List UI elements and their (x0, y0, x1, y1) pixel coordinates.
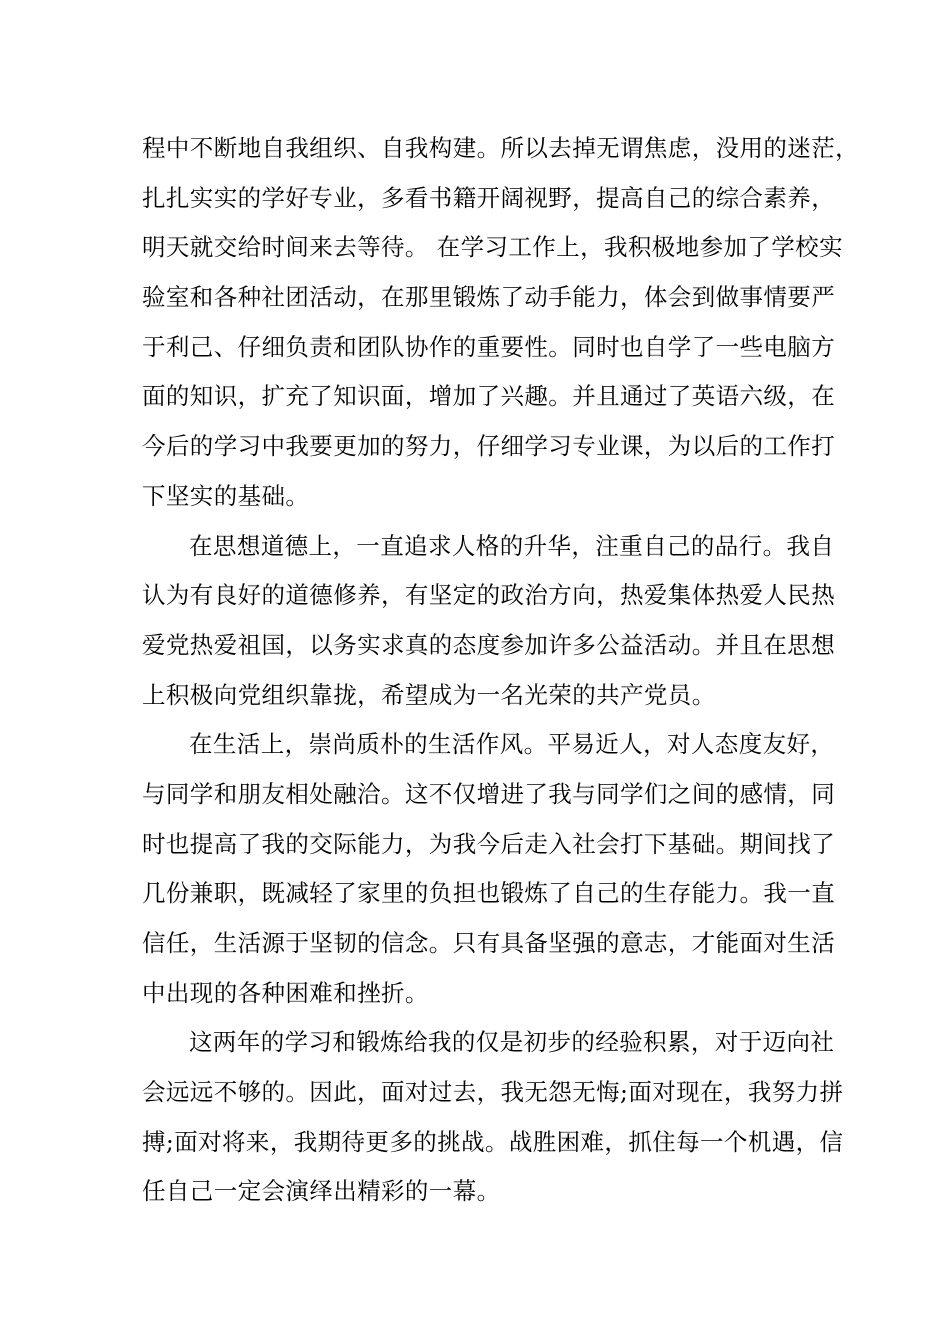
text-line: 今后的学习中我要更加的努力，仔细学习专业课，为以后的工作打 (142, 432, 836, 461)
text-line: 与同学和朋友相处融洽。这不仅增进了我与同学们之间的感情，同 (142, 779, 836, 808)
text-line: 时也提高了我的交际能力，为我今后走入社会打下基础。期间找了 (142, 829, 836, 858)
text-line: 面的知识，扩充了知识面，增加了兴趣。并且通过了英语六级，在 (142, 382, 836, 411)
text-line: 搏;面对将来，我期待更多的挑战。战胜困难，抓住每一个机遇，信 (142, 1127, 844, 1156)
text-line: 验室和各种社团活动，在那里锻炼了动手能力，体会到做事情要严 (142, 283, 836, 312)
text-line: 上积极向党组织靠拢，希望成为一名光荣的共产党员。 (142, 680, 716, 709)
text-line: 于利己、仔细负责和团队协作的重要性。同时也自学了一些电脑方 (142, 332, 836, 361)
text-line: 任自己一定会演绎出精彩的一幕。 (142, 1177, 501, 1206)
text-line: 会远远不够的。因此，面对过去，我无怨无悔;面对现在，我努力拼 (142, 1078, 844, 1107)
text-line: 信任，生活源于坚韧的信念。只有具备坚强的意志，才能面对生活 (142, 929, 836, 957)
text-line: 明天就交给时间来去等待。 在学习工作上，我积极地参加了学校实 (142, 233, 843, 262)
paragraph-first-line: 在思想道德上，一直追求人格的升华，注重自己的品行。我自 (189, 531, 835, 560)
text-line: 认为有良好的道德修养，有坚定的政治方向，热爱集体热爱人民热 (142, 581, 836, 610)
text-line: 几份兼职，既减轻了家里的负担也锻炼了自己的生存能力。我一直 (142, 879, 836, 908)
paragraph-first-line: 这两年的学习和锻炼给我的仅是初步的经验积累，对于迈向社 (189, 1028, 835, 1057)
text-line: 程中不断地自我组织、自我构建。所以去掉无谓焦虑，没用的迷茫， (142, 134, 859, 162)
text-line: 爱党热爱祖国，以务实求真的态度参加许多公益活动。并且在思想 (142, 630, 836, 659)
text-line: 下坚实的基础。 (142, 481, 310, 510)
paragraph-first-line: 在生活上，崇尚质朴的生活作风。平易近人，对人态度友好， (189, 730, 835, 759)
text-line: 扎扎实实的学好专业，多看书籍开阔视野，提高自己的综合素养， (142, 183, 836, 212)
text-line: 中出现的各种困难和挫折。 (142, 978, 429, 1007)
document-body (142, 124, 859, 1217)
